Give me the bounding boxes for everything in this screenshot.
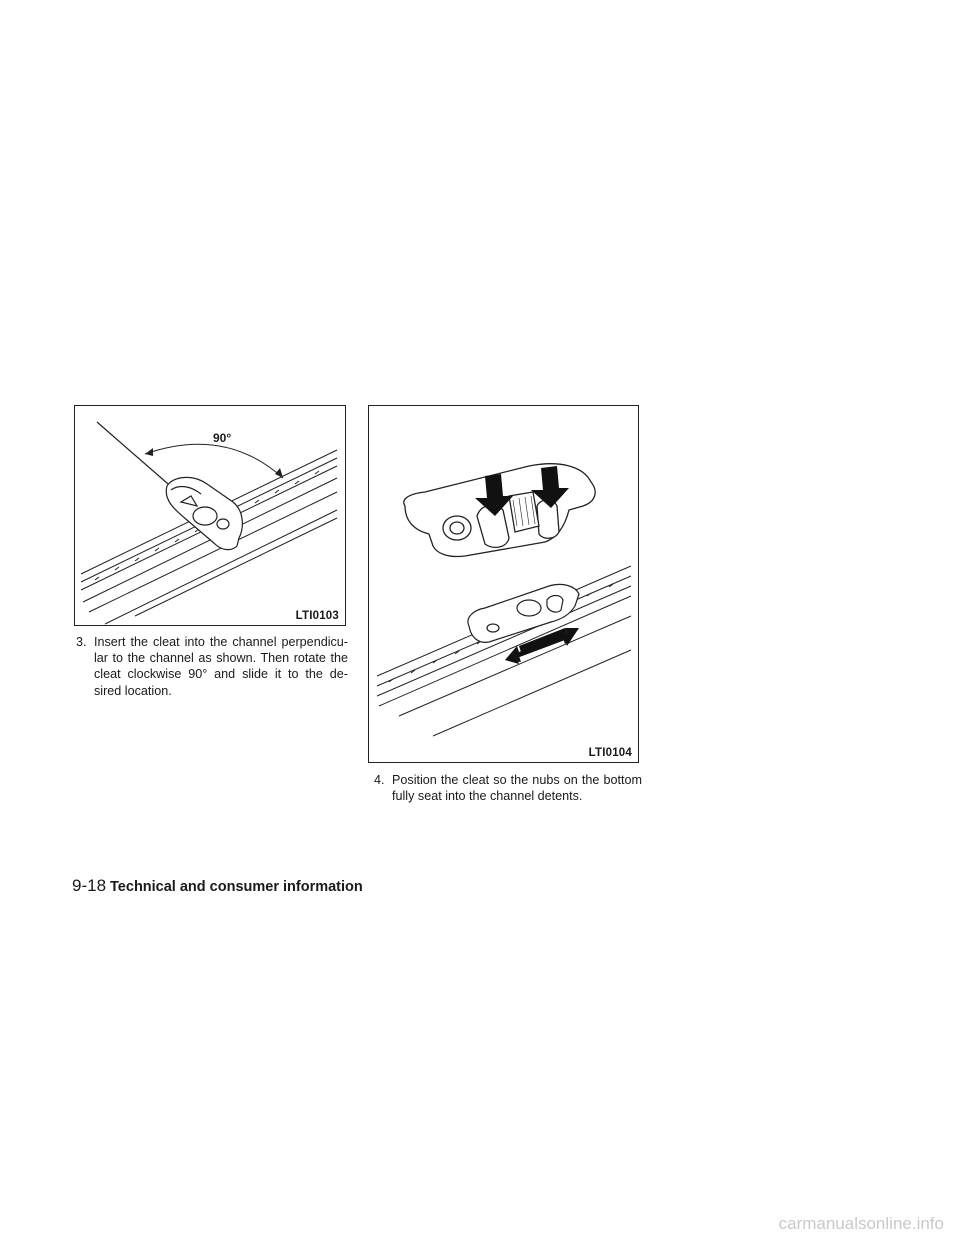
figure-id: LTI0103 <box>295 610 339 622</box>
step-text: Insert the cleat into the channel perpendicu-lar to the channel as shown. Then rotate the cleat clockwise 90° and slide it to the de-sired location. <box>94 635 348 698</box>
angle-label: 90° <box>213 431 232 445</box>
step-number: 3. <box>76 635 87 649</box>
step-3 <box>76 634 348 699</box>
page-footer <box>72 876 363 896</box>
figure-id: LTI0104 <box>588 747 632 759</box>
figure-cleat-seating <box>368 405 639 763</box>
section-title: Technical and consumer information <box>110 879 363 895</box>
page-number: 9-18 <box>72 876 107 895</box>
step-text: Position the cleat so the nubs on the bottom fully seat into the channel detents. <box>392 773 642 804</box>
figure-cleat-rotation <box>74 405 346 626</box>
watermark: carmanualsonline.info <box>778 1214 944 1233</box>
step-4 <box>374 772 642 804</box>
cleat-rotation-illustration <box>75 406 347 627</box>
cleat-seating-illustration <box>369 406 640 764</box>
step-number: 4. <box>374 773 385 787</box>
